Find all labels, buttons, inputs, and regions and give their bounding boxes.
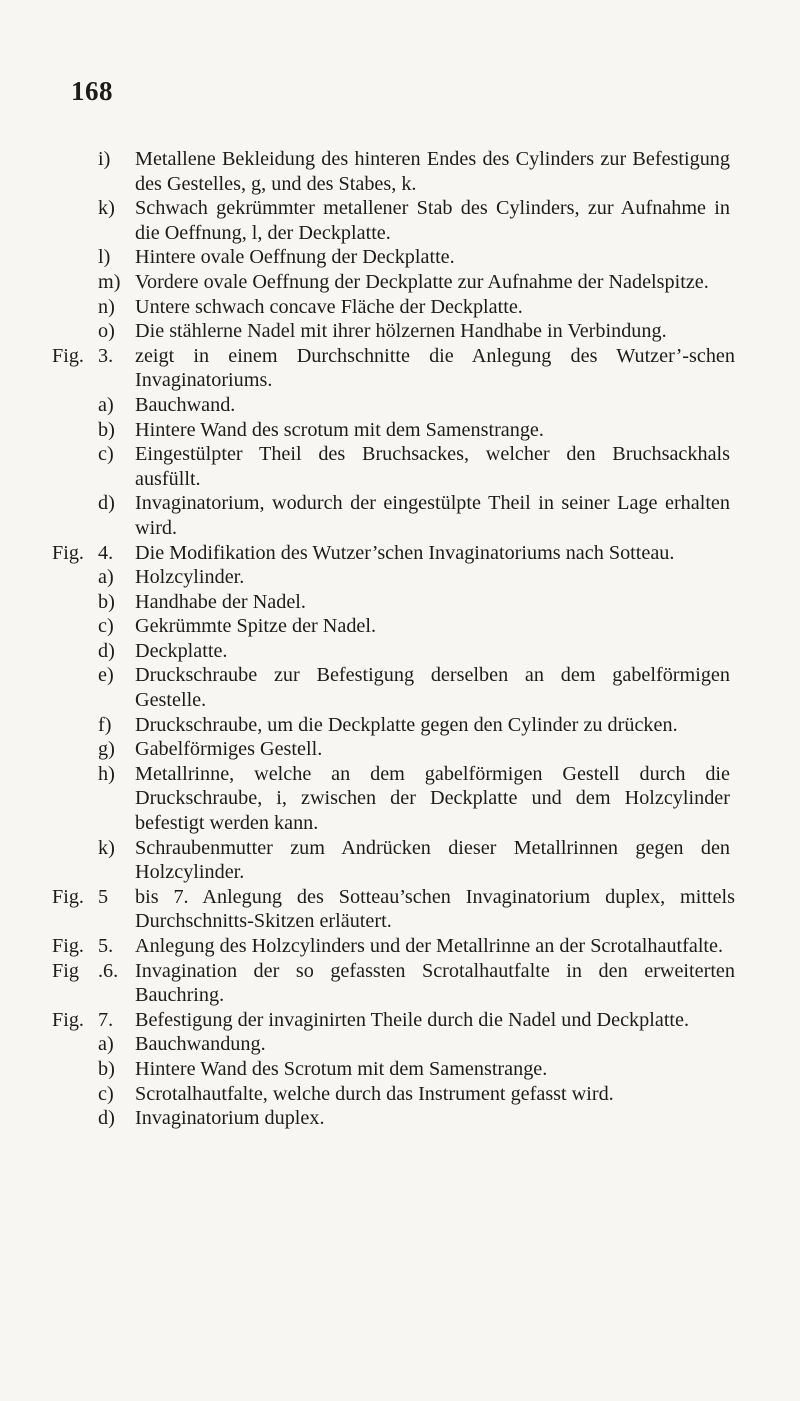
- list-item: [0, 565, 800, 590]
- item-text: Gabelförmiges Gestell.: [135, 738, 323, 761]
- item-text: Handhabe der Nadel.: [135, 590, 306, 613]
- item-marker: k): [98, 836, 115, 859]
- list-item: [0, 491, 800, 540]
- item-text: Invaginatorium, wodurch der eingestülpte Theil in seiner Lage erhalten wird.: [135, 492, 730, 539]
- item-text: Gekrümmte Spitze der Nadel.: [135, 615, 377, 638]
- item-marker: c): [98, 1082, 114, 1105]
- item-marker: h): [98, 762, 115, 785]
- item-marker: b): [98, 590, 115, 613]
- list-item: [0, 319, 800, 344]
- figure-entry: [0, 1008, 800, 1033]
- figure-label: Fig.: [52, 1008, 84, 1031]
- figure-label: Fig.: [52, 344, 84, 367]
- item-marker: b): [98, 1057, 115, 1080]
- item-text: Holzcylinder.: [135, 566, 245, 589]
- list-item: [0, 442, 800, 491]
- figure-entry: [0, 344, 800, 393]
- list-item: [0, 245, 800, 270]
- list-item: [0, 1032, 800, 1057]
- item-marker: a): [98, 393, 114, 416]
- item-text: Bauchwand.: [135, 393, 236, 416]
- figure-label: Fig: [52, 959, 79, 982]
- item-marker: l): [98, 246, 111, 269]
- item-text: Anlegung des Holzcylinders und der Metallrinne an der Scrotalhautfalte.: [135, 935, 724, 957]
- list-item: [0, 1082, 800, 1107]
- item-marker: g): [98, 738, 115, 761]
- item-marker: c): [98, 615, 114, 638]
- item-text: Vordere ovale Oeffnung der Deckplatte zur Aufnahme der Nadelspitze.: [135, 270, 709, 293]
- item-marker: 4.: [98, 541, 114, 564]
- item-marker: f): [98, 713, 112, 736]
- item-text: Deckplatte.: [135, 639, 228, 662]
- item-text: Invaginatorium duplex.: [135, 1107, 325, 1130]
- item-marker: d): [98, 492, 115, 515]
- figure-label: Fig.: [52, 885, 84, 908]
- item-marker: d): [98, 1107, 115, 1130]
- item-text: Bauchwandung.: [135, 1033, 266, 1056]
- item-text: Hintere Wand des Scrotum mit dem Samenstrange.: [135, 1057, 548, 1080]
- item-marker: k): [98, 197, 115, 220]
- list-item: [0, 295, 800, 320]
- list-item: [0, 196, 800, 245]
- list-item: [0, 614, 800, 639]
- list-item: [0, 713, 800, 738]
- list-item: [0, 639, 800, 664]
- item-text: Metallrinne, welche an dem gabelförmigen Gestell durch die Druckschraube, i, zwischen der Deckplatte und dem Holzcylinder befestigt werden kann.: [135, 762, 730, 835]
- item-text: Eingestülpter Theil des Bruchsackes, welcher den Bruchsackhals ausfüllt.: [135, 443, 730, 490]
- item-text: Schwach gekrümmter metallener Stab des Cylinders, zur Aufnahme in die Oeffnung, l, der Deckplatte.: [135, 197, 730, 244]
- item-text: Die stählerne Nadel mit ihrer hölzernen Handhabe in Verbindung.: [135, 320, 667, 343]
- item-marker: 3.: [98, 344, 114, 367]
- item-marker: a): [98, 1033, 114, 1056]
- item-text: Druckschraube, um die Deckplatte gegen den Cylinder zu drücken.: [135, 713, 678, 736]
- figure-entry: [0, 541, 800, 566]
- item-marker: 5.: [98, 935, 114, 957]
- list-item: [0, 836, 800, 885]
- item-marker: n): [98, 295, 115, 318]
- item-text: Druckschraube zur Befestigung derselben an dem gabelförmigen Gestelle.: [135, 664, 730, 712]
- item-marker: m): [98, 270, 121, 293]
- list-item: [0, 1057, 800, 1082]
- item-marker: b): [98, 418, 115, 441]
- list-item: [0, 590, 800, 615]
- figure-entry: [0, 885, 800, 934]
- item-text: Die Modifikation des Wutzer’schen Invaginatoriums nach Sotteau.: [135, 541, 675, 564]
- item-marker: i): [98, 148, 111, 170]
- list-item: [0, 1106, 800, 1131]
- figure-entry: [0, 934, 800, 959]
- list-item: [0, 663, 800, 712]
- list-item: [0, 147, 800, 196]
- figure-label: Fig.: [52, 541, 84, 564]
- item-marker: d): [98, 639, 115, 662]
- list-item: [0, 418, 800, 443]
- item-marker: 5: [98, 885, 109, 908]
- item-text: Hintere ovale Oeffnung der Deckplatte.: [135, 246, 455, 269]
- item-text: Metallene Bekleidung des hinteren Endes des Cylinders zur Befestigung des Gestelles, g, und des Stabes, k.: [135, 148, 730, 195]
- item-marker: o): [98, 320, 115, 343]
- item-text: Hintere Wand des scrotum mit dem Samenstrange.: [135, 418, 544, 441]
- item-text: Untere schwach concave Fläche der Deckplatte.: [135, 295, 523, 318]
- item-text: Befestigung der invaginirten Theile durch die Nadel und Deckplatte.: [135, 1008, 690, 1031]
- item-text: Schraubenmutter zum Andrücken dieser Metallrinnen gegen den Holzcylinder.: [135, 836, 730, 884]
- item-marker: e): [98, 664, 114, 687]
- page-body: [0, 147, 800, 1131]
- item-text: zeigt in einem Durchschnitte die Anlegung des Wutzer’-schen Invaginatoriums.: [135, 344, 735, 392]
- figure-entry: [0, 959, 800, 1008]
- figure-label: Fig.: [52, 935, 84, 957]
- page-number: 168: [71, 76, 113, 106]
- item-marker: .6.: [98, 959, 119, 982]
- item-text: bis 7. Anlegung des Sotteau’schen Invaginatorium duplex, mittels Durchschnitts-Skitzen erläutert.: [135, 885, 735, 933]
- item-marker: a): [98, 566, 114, 589]
- item-marker: c): [98, 443, 114, 466]
- item-text: Scrotalhautfalte, welche durch das Instrument gefasst wird.: [135, 1082, 614, 1105]
- list-item: [0, 393, 800, 418]
- item-text: Invagination der so gefassten Scrotalhautfalte in den erweiterten Bauchring.: [135, 959, 735, 1007]
- list-item: [0, 762, 800, 836]
- item-marker: 7.: [98, 1008, 114, 1031]
- list-item: [0, 737, 800, 762]
- list-item: [0, 270, 800, 295]
